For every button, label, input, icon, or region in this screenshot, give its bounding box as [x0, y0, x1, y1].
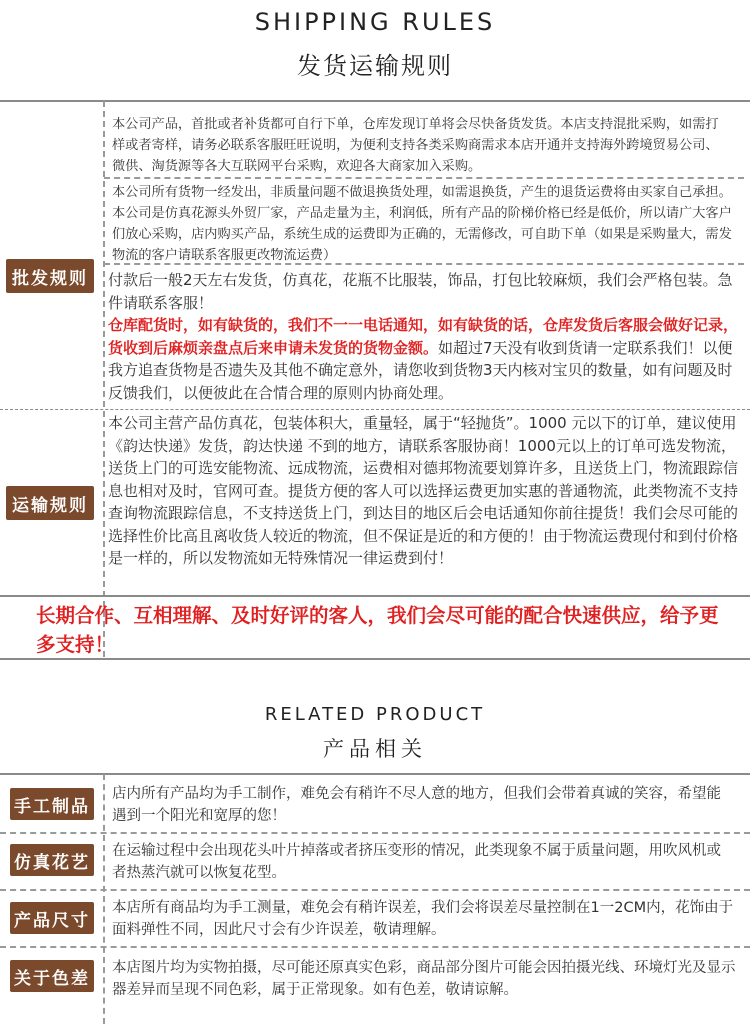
wholesale-text-b: 如超过7天没有收到货请一定联系我们！以便我方追查货物是否遗失及其他不确定意外，请您收到货物3天内核对宝贝的数量，如有问题及时反馈我们，以便彼此在合情合理的原则内协商处理。 [108, 338, 733, 402]
product-size-label: 产品尺寸 [10, 902, 94, 934]
color-difference-label: 关于色差 [10, 960, 94, 992]
transport-rules-label: 运输规则 [6, 486, 94, 520]
divider [0, 889, 750, 891]
related-title-en: RELATED PRODUCT [264, 704, 486, 725]
transport-paragraph: 本公司主营产品仿真花，包装体积大，重量轻，属于“轻抛货”。1000 元以下的订单，建议使用《韵达快递》发货，韵达快递 不到的地方，请联系客服协商！1000元以上的订单可选发物流，送货上门的可选安能物流、远成物流，运费相对德邦物流要划算许多，且送货上门，物流跟踪信息也相对及时，官网可查。提货方便的客人可以选择运费更加实惠的普通物流，此类物流不支持查询物流跟踪信息，不支持送货上门，到达目的地区后会电话通知你前往提货！我们会尽可能的选择性价比高且离收货人较近的物流，但不保证是近的和方便的！由于物流运费现付和到付价格是一样的，所以发物流如无特殊情况一律运费到付！ [108, 414, 739, 567]
divider [0, 832, 750, 834]
closing-statement: 长期合作、互相理解、及时好评的客人，我们会尽可能的配合快速供应，给予更多支持！ [36, 604, 719, 656]
divider [0, 100, 750, 102]
artificial-flower-label: 仿真花艺 [10, 844, 94, 876]
handmade-label: 手工制品 [10, 788, 94, 820]
shipping-title-en: SHIPPING RULES [254, 8, 496, 36]
product-size-text: 本店所有商品均为手工测量，难免会有稍许误差，我们会将误差尽量控制在1一2CM内，花饰由于面料弹性不同，因此尺寸会有少许误差，敬请理解。 [112, 900, 734, 938]
color-difference-text: 本店图片均为实物拍摄，尽可能还原真实色彩，商品部分图片可能会因拍摄光线、环境灯光及显示器差异而呈现不同色彩，属于正常现象。如有色差，敬请谅解。 [112, 960, 736, 998]
divider [0, 658, 750, 660]
divider [104, 263, 744, 265]
wholesale-rules-label: 批发规则 [6, 259, 94, 293]
column-divider [103, 101, 105, 657]
artificial-flower-text: 在运输过程中会出现花头叶片掉落或者挤压变形的情况，此类现象不属于质量问题，用吹风机或者热蒸汽就可以恢复花型。 [112, 843, 721, 881]
divider [0, 946, 750, 948]
handmade-text: 店内所有产品均为手工制作，难免会有稍许不尽人意的地方，但我们会带着真诚的笑容，希望能遇到一个阳光和宽厚的您！ [112, 786, 721, 824]
shipping-title-cn: 发货运输规则 [297, 52, 453, 80]
divider [0, 409, 750, 410]
wholesale-out-of-stock-notice: 仓库配货时，如有缺货的，我们不一一电话通知，如有缺货的话，仓库发货后客服会做好记录，货收到后麻烦亲盘点后来申请未发货的货物金额。 [108, 316, 739, 357]
divider [104, 177, 744, 179]
divider [0, 595, 750, 597]
wholesale-paragraph-1: 本公司产品，首批或者补货都可自行下单，仓库发现订单将会尽快备货发货。本店支持混批采购，如需打样或者寄样，请务必联系客服旺旺说明，为便利支持各类采购商需求本店开通并支持海外跨境贸易公司、微供、淘货源等各大互联网平台采购，欢迎各大商家加入采购。 [112, 117, 719, 174]
wholesale-paragraph-2: 本公司所有货物一经发出，非质量问题不做退换货处理，如需退换货，产生的退货运费将由买家自己承担。本公司是仿真花源头外贸厂家，产品走量为主，利润低，所有产品的阶梯价格已经是低价，所以请广大客户们放心采购，店内购买产品，系统生成的运费即为正确的，无需修改，可自助下单（如果是采购量大，需发物流的客户请联系客服更改物流运费） [112, 185, 732, 263]
column-divider [103, 774, 105, 1024]
divider [0, 773, 750, 775]
wholesale-paragraph-3 [108, 269, 738, 404]
wholesale-text-a: 付款后一般2天左右发货，仿真花，花瓶不比服装，饰品，打包比较麻烦，我们会严格包装。急件请联系客服！ [108, 271, 733, 312]
related-title-cn: 产品相关 [323, 737, 427, 761]
